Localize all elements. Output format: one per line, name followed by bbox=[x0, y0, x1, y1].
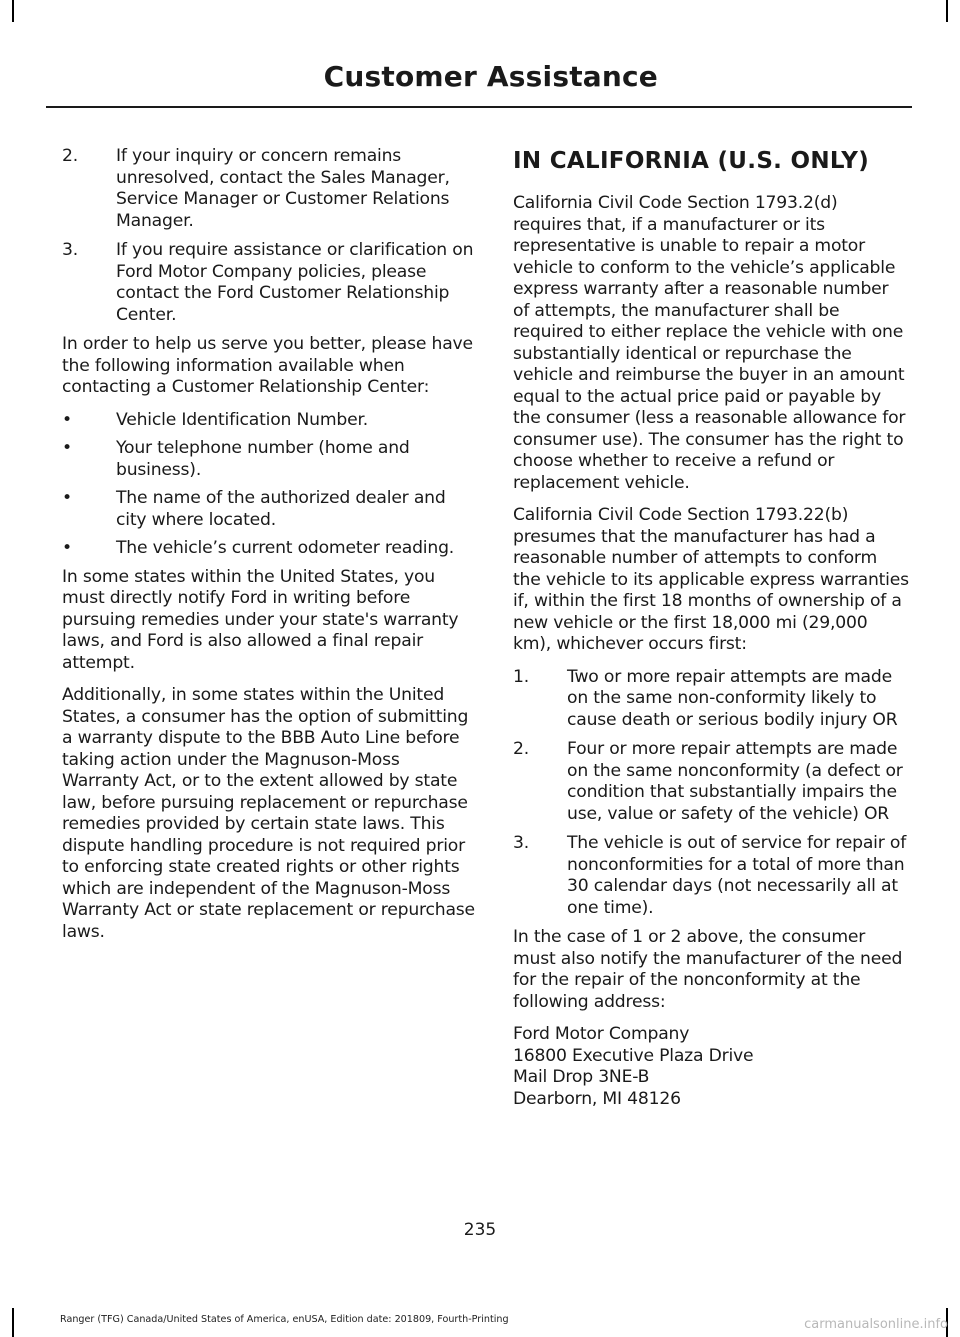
step-text: If your inquiry or concern remains unresolved, contact the Sales Manager, Service Manager or Customer Relations Manager. bbox=[116, 146, 450, 231]
page-header-title: Customer Assistance bbox=[323, 60, 658, 93]
info-bullets bbox=[62, 410, 476, 560]
condition-number: 3. bbox=[513, 833, 529, 853]
bullet-icon: • bbox=[62, 538, 72, 558]
crop-mark-bottom-left bbox=[12, 1308, 14, 1337]
intro-paragraph: In order to help us serve you better, please have the following information available when contacting a Customer Relationship Center: bbox=[62, 334, 473, 397]
crop-mark-top-left bbox=[12, 0, 14, 22]
states-paragraph: In some states within the United States, you must directly notify Ford in writing before pursuing remedies under your state's warranty laws, and Ford is also allowed a final repair attempt. bbox=[62, 566, 459, 673]
mailing-address bbox=[513, 1024, 909, 1110]
condition-text: Two or more repair attempts are made on the same non-conformity likely to cause death or serious bodily injury OR bbox=[567, 666, 898, 730]
site-watermark: carmanualsonline.info bbox=[804, 1317, 948, 1332]
list-item bbox=[513, 833, 909, 919]
steps-list bbox=[62, 146, 476, 326]
bullet-text: Vehicle Identification Number. bbox=[116, 409, 369, 430]
list-item bbox=[513, 739, 909, 825]
header-divider bbox=[46, 106, 912, 108]
bullet-icon: • bbox=[62, 409, 72, 430]
step-number: 3. bbox=[62, 240, 78, 260]
civil-code-paragraph-1: California Civil Code Section 1793.2(d) requires that, if a manufacturer or its representative is unable to repair a motor vehicle to conform to the vehicle’s applicable express warranty after a reasonable number of attempts, the manufacturer shall be required to either replace the vehicle with one substantially identical or repurchase the vehicle and reimburse the buyer in an amount equal to the actual price paid or payable by the consumer (less a reasonable allowance for consumer use). The consumer has the right to choose whether to receive a refund or replacement vehicle. bbox=[513, 193, 906, 493]
right-column bbox=[513, 146, 909, 1110]
address-line: 16800 Executive Plaza Drive bbox=[513, 1045, 754, 1066]
step-text: If you require assistance or clarification on Ford Motor Company policies, please contact the Ford Customer Relationship Center. bbox=[116, 240, 474, 325]
bullet-text: The vehicle’s current odometer reading. bbox=[116, 538, 455, 558]
notify-paragraph: In the case of 1 or 2 above, the consumer must also notify the manufacturer of the need for the repair of the nonconformity at the following address: bbox=[513, 927, 903, 1012]
edition-footer: Ranger (TFG) Canada/United States of America, enUSA, Edition date: 201809, Fourth-Printing bbox=[60, 1314, 509, 1325]
condition-text: Four or more repair attempts are made on the same nonconformity (a defect or condition that substantially impairs the use, value or safety of the vehicle) OR bbox=[567, 739, 903, 824]
condition-text: The vehicle is out of service for repair of nonconformities for a total of more than 30 calendar days (not necessarily all at one time). bbox=[567, 833, 907, 918]
address-line: Ford Motor Company bbox=[513, 1024, 690, 1044]
list-item bbox=[62, 538, 476, 560]
step-number: 2. bbox=[62, 146, 78, 166]
section-heading: IN CALIFORNIA (U.S. ONLY) bbox=[513, 148, 870, 174]
additionally-paragraph: Additionally, in some states within the United States, a consumer has the option of submitting a warranty dispute to the BBB Auto Line before taking action under the Magnuson-Moss Warranty Act, or to the extent allowed by state law, before pursuing replacement or repurchase remedies provided by certain state laws. This dispute handling procedure is not required prior to enforcing state created rights or other rights which are independent of the Magnuson-Moss Warranty Act or state replacement or repurchase laws. bbox=[62, 685, 475, 942]
bullet-icon: • bbox=[62, 488, 72, 508]
address-line: Dearborn, MI 48126 bbox=[513, 1088, 681, 1109]
bullet-text: The name of the authorized dealer and city where located. bbox=[116, 488, 446, 530]
list-item bbox=[513, 667, 909, 732]
address-line: Mail Drop 3NE-B bbox=[513, 1067, 650, 1087]
left-column bbox=[62, 146, 476, 954]
condition-number: 1. bbox=[513, 666, 529, 687]
crop-mark-top-right bbox=[946, 0, 948, 22]
page-number: 235 bbox=[463, 1220, 497, 1240]
list-item bbox=[62, 488, 476, 531]
list-item bbox=[62, 438, 476, 481]
list-item bbox=[62, 240, 476, 326]
civil-code-paragraph-2: California Civil Code Section 1793.22(b) presumes that the manufacturer has had a reasonable number of attempts to conform the vehicle to its applicable express warranties if, within the first 18 months of ownership of a new vehicle or the first 18,000 mi (29,000 km), whichever occurs first: bbox=[513, 505, 909, 654]
bullet-icon: • bbox=[62, 438, 72, 458]
list-item bbox=[62, 410, 476, 432]
conditions-list bbox=[513, 667, 909, 920]
bullet-text: Your telephone number (home and business). bbox=[116, 438, 410, 480]
condition-number: 2. bbox=[513, 739, 529, 759]
list-item bbox=[62, 146, 476, 232]
